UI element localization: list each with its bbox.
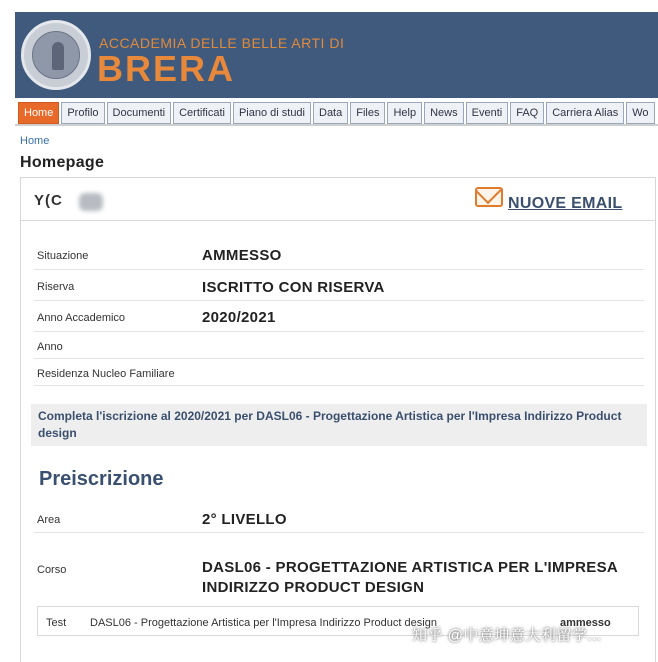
- label-anno: Anno: [37, 341, 63, 353]
- value-corso-line2: INDIRIZZO PRODUCT DESIGN: [202, 579, 425, 596]
- nav-item-news[interactable]: News: [424, 102, 464, 124]
- breadcrumb-home[interactable]: Home: [20, 135, 50, 147]
- test-course: DASL06 - Progettazione Artistica per l'Impresa Indirizzo Product design: [90, 617, 437, 629]
- nav-divider: [15, 124, 658, 126]
- watermark-text: 知乎 @中意坤意大利留学...: [412, 627, 602, 644]
- new-email-link[interactable]: NUOVE EMAIL: [508, 195, 623, 212]
- envelope-icon[interactable]: [475, 187, 503, 207]
- row-anno-accademico: [34, 301, 644, 332]
- redacted-name-blur: [79, 193, 103, 211]
- value-anno-accademico: 2020/2021: [202, 309, 276, 326]
- academy-seal-logo[interactable]: [21, 20, 91, 90]
- header-subtitle: ACCADEMIA DELLE BELLE ARTI DI: [99, 35, 345, 51]
- homepage-panel: [20, 177, 656, 662]
- user-bar: [21, 178, 655, 221]
- nav-item-wo[interactable]: Wo: [626, 102, 654, 124]
- user-name: Y(C: [34, 192, 63, 209]
- value-area: 2° LIVELLO: [202, 511, 287, 528]
- row-situazione: [34, 236, 644, 270]
- page-title: Homepage: [20, 154, 105, 171]
- value-situazione: AMMESSO: [202, 247, 282, 264]
- label-situazione: Situazione: [37, 250, 89, 262]
- nav-item-carriera-alias[interactable]: Carriera Alias: [546, 102, 624, 124]
- value-corso-line1: DASL06 - PROGETTAZIONE ARTISTICA PER L'IMPRESA: [202, 559, 619, 576]
- nav-item-data[interactable]: Data: [313, 102, 348, 124]
- row-residenza: [34, 359, 644, 386]
- label-area: Area: [37, 514, 61, 526]
- nav-item-profilo[interactable]: Profilo: [61, 102, 104, 124]
- row-anno: [34, 332, 644, 359]
- nav-item-certificati[interactable]: Certificati: [173, 102, 231, 124]
- row-riserva: [34, 270, 644, 301]
- nav-item-piano-di-studi[interactable]: Piano di studi: [233, 102, 311, 124]
- row-area: [34, 503, 644, 533]
- nav-item-faq[interactable]: FAQ: [510, 102, 544, 124]
- nav-item-documenti[interactable]: Documenti: [107, 102, 172, 124]
- nav-item-home[interactable]: Home: [18, 102, 59, 124]
- header-title: BRERA: [97, 48, 236, 89]
- test-type: Test: [46, 617, 67, 629]
- seal-inner-ring: [32, 31, 80, 79]
- label-residenza: Residenza Nucleo Familiare: [37, 368, 175, 380]
- preiscrizione-title: Preiscrizione: [39, 468, 164, 490]
- nav-item-files[interactable]: Files: [350, 102, 385, 124]
- value-riserva: ISCRITTO CON RISERVA: [202, 279, 385, 296]
- label-riserva: Riserva: [37, 281, 75, 293]
- nav-item-help[interactable]: Help: [387, 102, 422, 124]
- label-anno-accademico: Anno Accademico: [37, 312, 126, 324]
- seal-figure-icon: [52, 42, 64, 70]
- header-banner: [15, 12, 658, 98]
- label-corso: Corso: [37, 564, 67, 576]
- nav-item-eventi[interactable]: Eventi: [466, 102, 509, 124]
- main-nav: [18, 102, 655, 124]
- enrollment-notice[interactable]: Completa l'iscrizione al 2020/2021 per DASL06 - Progettazione Artistica per l'Impresa Indirizzo Product design: [31, 404, 647, 446]
- test-status: ammesso: [560, 617, 611, 629]
- row-corso: [34, 551, 644, 601]
